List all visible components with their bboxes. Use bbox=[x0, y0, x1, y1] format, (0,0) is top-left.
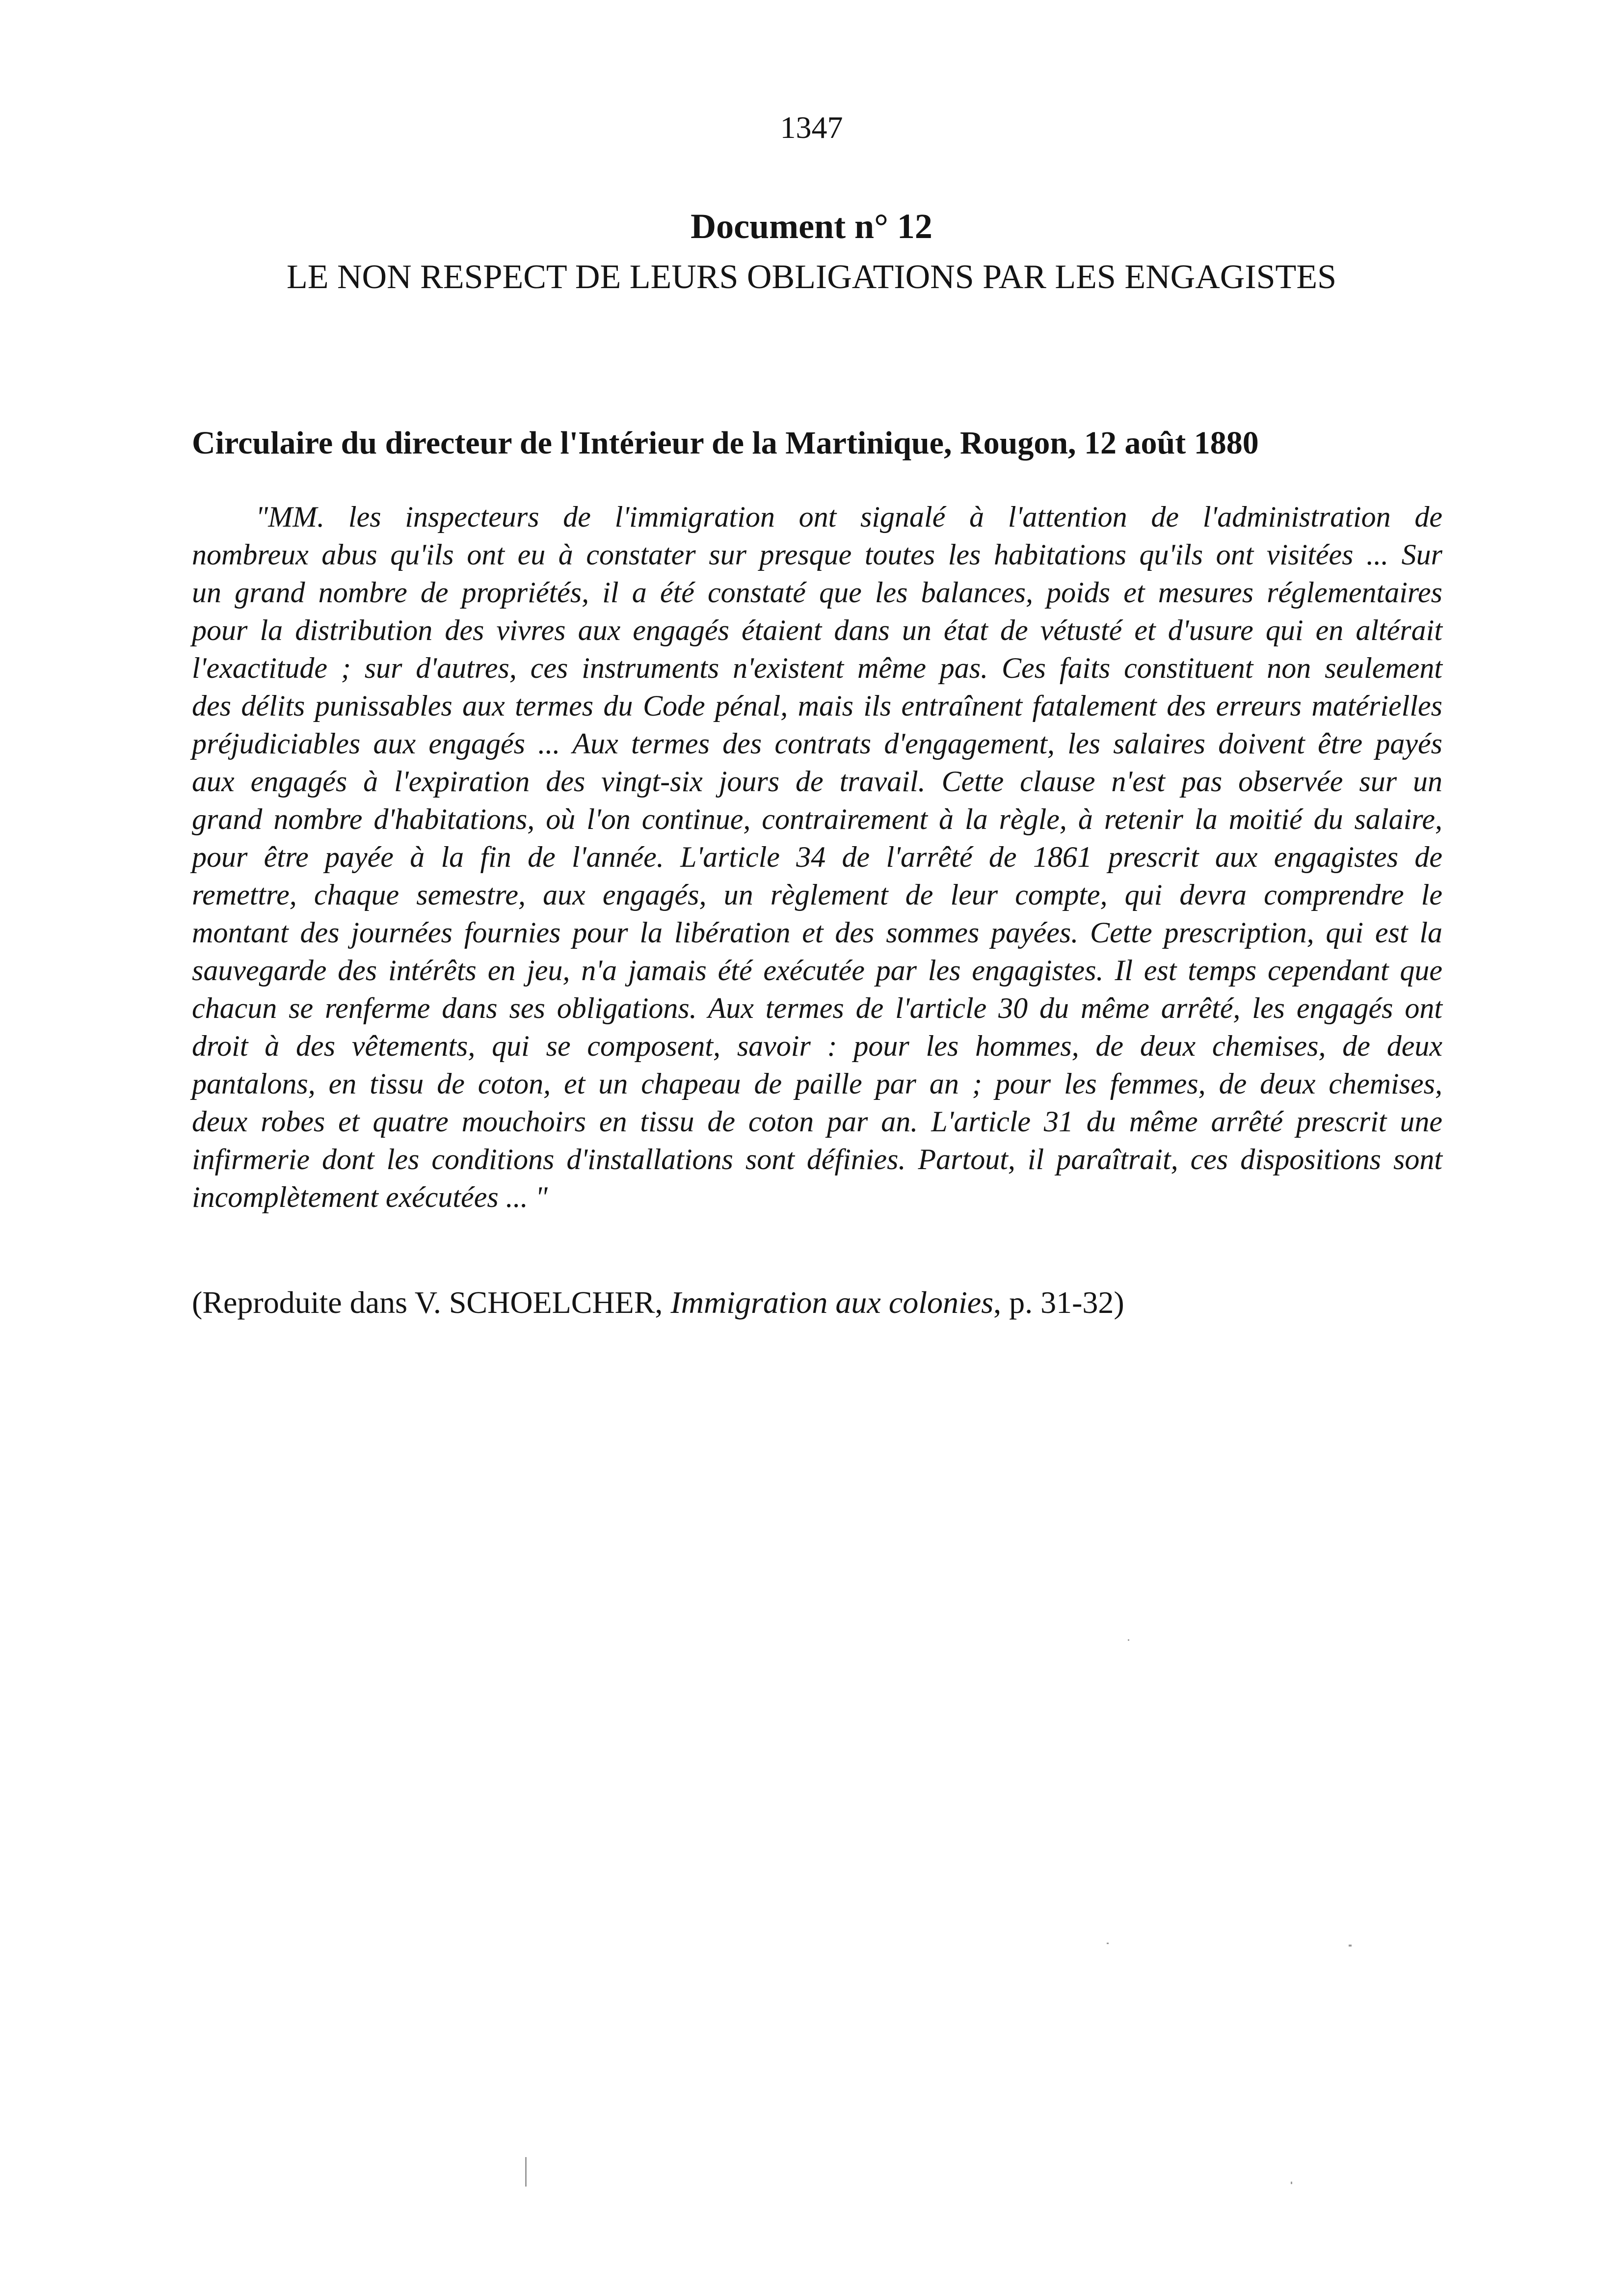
quote-line: "MM. les inspecteurs de l'immigration ont signalé à l'attention de l'administration de bbox=[256, 501, 1442, 533]
quote-line: pantalons, en tissu de coton, et un chapeau de paille par an ; pour les femmes, de deux chemises, bbox=[192, 1068, 1442, 1100]
source-citation bbox=[192, 1287, 1124, 1318]
quote-line: un grand nombre de propriétés, il a été constaté que les balances, poids et mesures réglementaires bbox=[192, 576, 1442, 609]
scan-speck bbox=[1349, 1945, 1352, 1947]
quote-line: chacun se renferme dans ses obligations. Aux termes de l'article 30 du même arrêté, les engagés ont bbox=[192, 992, 1442, 1024]
quote-line: aux engagés à l'expiration des vingt-six jours de travail. Cette clause n'est pas observée sur un bbox=[192, 765, 1442, 798]
page-number: 1347 bbox=[780, 110, 843, 145]
quote-line: remettre, chaque semestre, aux engagés, un règlement de leur compte, qui devra comprendre le bbox=[192, 879, 1442, 911]
quoted-circular-text bbox=[192, 498, 1442, 1216]
quote-line: droit à des vêtements, qui se composent, savoir : pour les hommes, de deux chemises, de deux bbox=[192, 1030, 1442, 1062]
quote-line: pour être payée à la fin de l'année. L'article 34 de l'arrêté de 1861 prescrit aux engagistes de bbox=[192, 841, 1442, 873]
quote-line: grand nombre d'habitations, où l'on continue, contrairement à la règle, à retenir la moitié du salaire, bbox=[192, 803, 1442, 835]
quote-line: nombreux abus qu'ils ont eu à constater sur presque toutes les habitations qu'ils ont visitées ... Sur bbox=[192, 538, 1442, 571]
quote-line: l'exactitude ; sur d'autres, ces instruments n'existent même pas. Ces faits constituent non seulement bbox=[192, 652, 1442, 684]
quote-line: pour la distribution des vivres aux engagés étaient dans un état de vétusté et d'usure qui en altérait bbox=[192, 614, 1442, 646]
quote-line: infirmerie dont les conditions d'installations sont définies. Partout, il paraîtrait, ces dispositions sont bbox=[192, 1143, 1442, 1175]
scan-speck bbox=[1107, 1943, 1109, 1944]
quote-line: incomplètement exécutées ... " bbox=[192, 1181, 548, 1213]
source-prefix: (Reproduite dans V. SCHOELCHER, bbox=[192, 1285, 671, 1320]
document-title: LE NON RESPECT DE LEURS OBLIGATIONS PAR LES ENGAGISTES bbox=[286, 258, 1337, 296]
scan-speck bbox=[1291, 2182, 1292, 2184]
source-suffix: , p. 31-32) bbox=[993, 1285, 1124, 1320]
scan-speck bbox=[525, 2157, 527, 2187]
quote-line: deux robes et quatre mouchoirs en tissu de coton par an. L'article 31 du même arrêté prescrit une bbox=[192, 1105, 1442, 1138]
source-work-title: Immigration aux colonies bbox=[670, 1285, 994, 1320]
quote-line: sauvegarde des intérêts en jeu, n'a jamais été exécutée par les engagistes. Il est temps cependant que bbox=[192, 954, 1442, 987]
quote-line: montant des journées fournies pour la libération et des sommes payées. Cette prescription, qui est la bbox=[192, 916, 1442, 949]
quote-line: des délits punissables aux termes du Code pénal, mais ils entraînent fatalement des erreurs matérielles bbox=[192, 690, 1442, 722]
document-number: Document n° 12 bbox=[691, 207, 932, 246]
quote-line: préjudiciables aux engagés ... Aux termes des contrats d'engagement, les salaires doivent être payés bbox=[192, 727, 1442, 760]
circulaire-heading: Circulaire du directeur de l'Intérieur de la Martinique, Rougon, 12 août 1880 bbox=[192, 425, 1259, 461]
scan-speck bbox=[1128, 1639, 1129, 1641]
